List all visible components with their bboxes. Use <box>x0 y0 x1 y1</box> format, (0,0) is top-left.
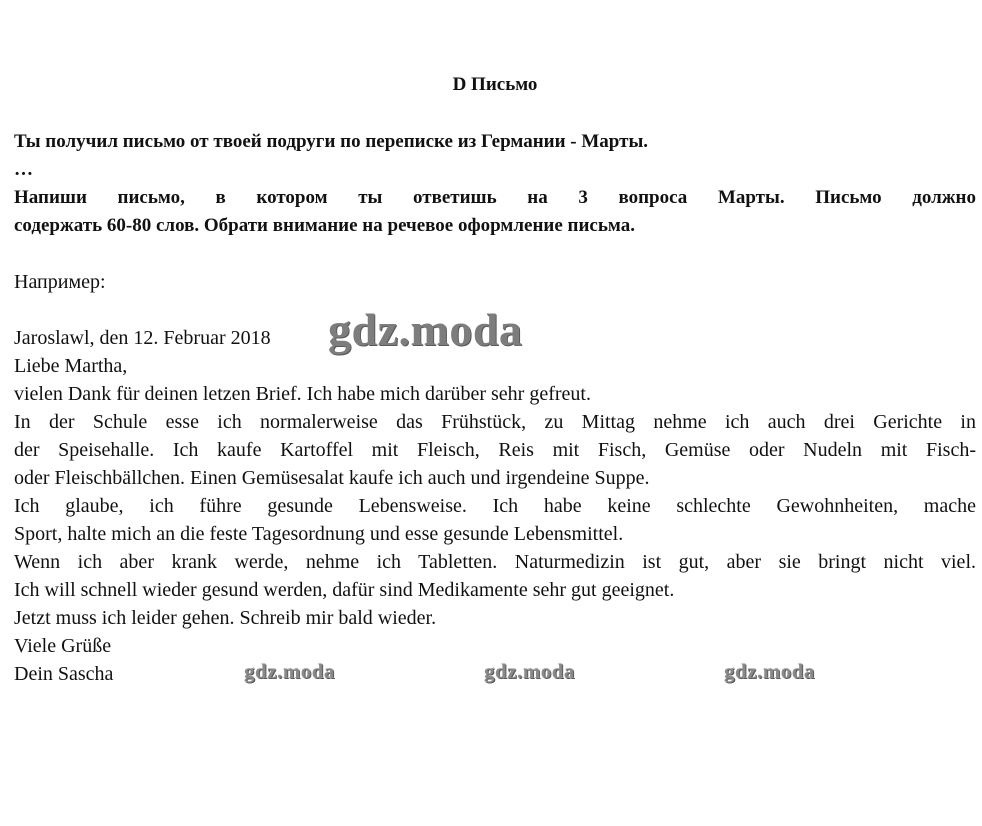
letter-line: Ich will schnell wieder gesund werden, dafür sind Medikamente sehr gut geeignet. <box>14 579 675 601</box>
letter-date-line: Jaroslawl, den 12. Februar 2018 <box>14 327 271 349</box>
letter-line: Sport, halte mich an die feste Tagesordnung und esse gesunde Lebensmittel. <box>14 523 624 545</box>
letter-salutation: Liebe Martha, <box>14 355 128 377</box>
watermark-small: gdz.moda <box>244 659 335 683</box>
letter-line: Ich glaube, ich führe gesunde Lebensweise. Ich habe keine schlechte Gewohnheiten, mache <box>14 495 976 517</box>
letter-line: der Speisehalle. Ich kaufe Kartoffel mit Fleisch, Reis mit Fisch, Gemüse oder Nudeln mit Fisch- <box>14 439 976 461</box>
task-line: Ты получил письмо от твоей подруги по переписке из Германии - Марты. <box>14 131 649 152</box>
letter-line: Wenn ich aber krank werde, nehme ich Tabletten. Naturmedizin ist gut, aber sie bringt nicht viel. <box>14 551 976 573</box>
letter-line: Jetzt muss ich leider gehen. Schreib mir bald wieder. <box>14 607 437 629</box>
letter-line: vielen Dank für deinen letzen Brief. Ich habe mich darüber sehr gefreut. <box>14 383 591 405</box>
watermark-small: gdz.moda <box>484 659 575 683</box>
task-ellipsis: … <box>14 159 33 180</box>
task-instruction-line: Напиши письмо, в котором ты ответишь на 3 вопроса Марты. Письмо должно <box>14 187 976 208</box>
letter-signature: Dein Sascha <box>14 663 114 685</box>
example-label: Например: <box>14 271 106 293</box>
task-instruction-line: содержать 60-80 слов. Обрати внимание на речевое оформление письма. <box>14 215 635 236</box>
watermark-logo: gdz.moda <box>328 304 523 355</box>
section-heading: D Письмо <box>452 74 538 95</box>
letter-closing: Viele Grüße <box>14 635 112 657</box>
letter-line: oder Fleischbällchen. Einen Gemüsesalat kaufe ich auch und irgendeine Suppe. <box>14 467 650 489</box>
task-instructions <box>14 128 976 240</box>
watermark-small: gdz.moda <box>724 659 815 683</box>
letter-line: In der Schule esse ich normalerweise das Frühstück, zu Mittag nehme ich auch drei Gerichte in <box>14 411 976 433</box>
